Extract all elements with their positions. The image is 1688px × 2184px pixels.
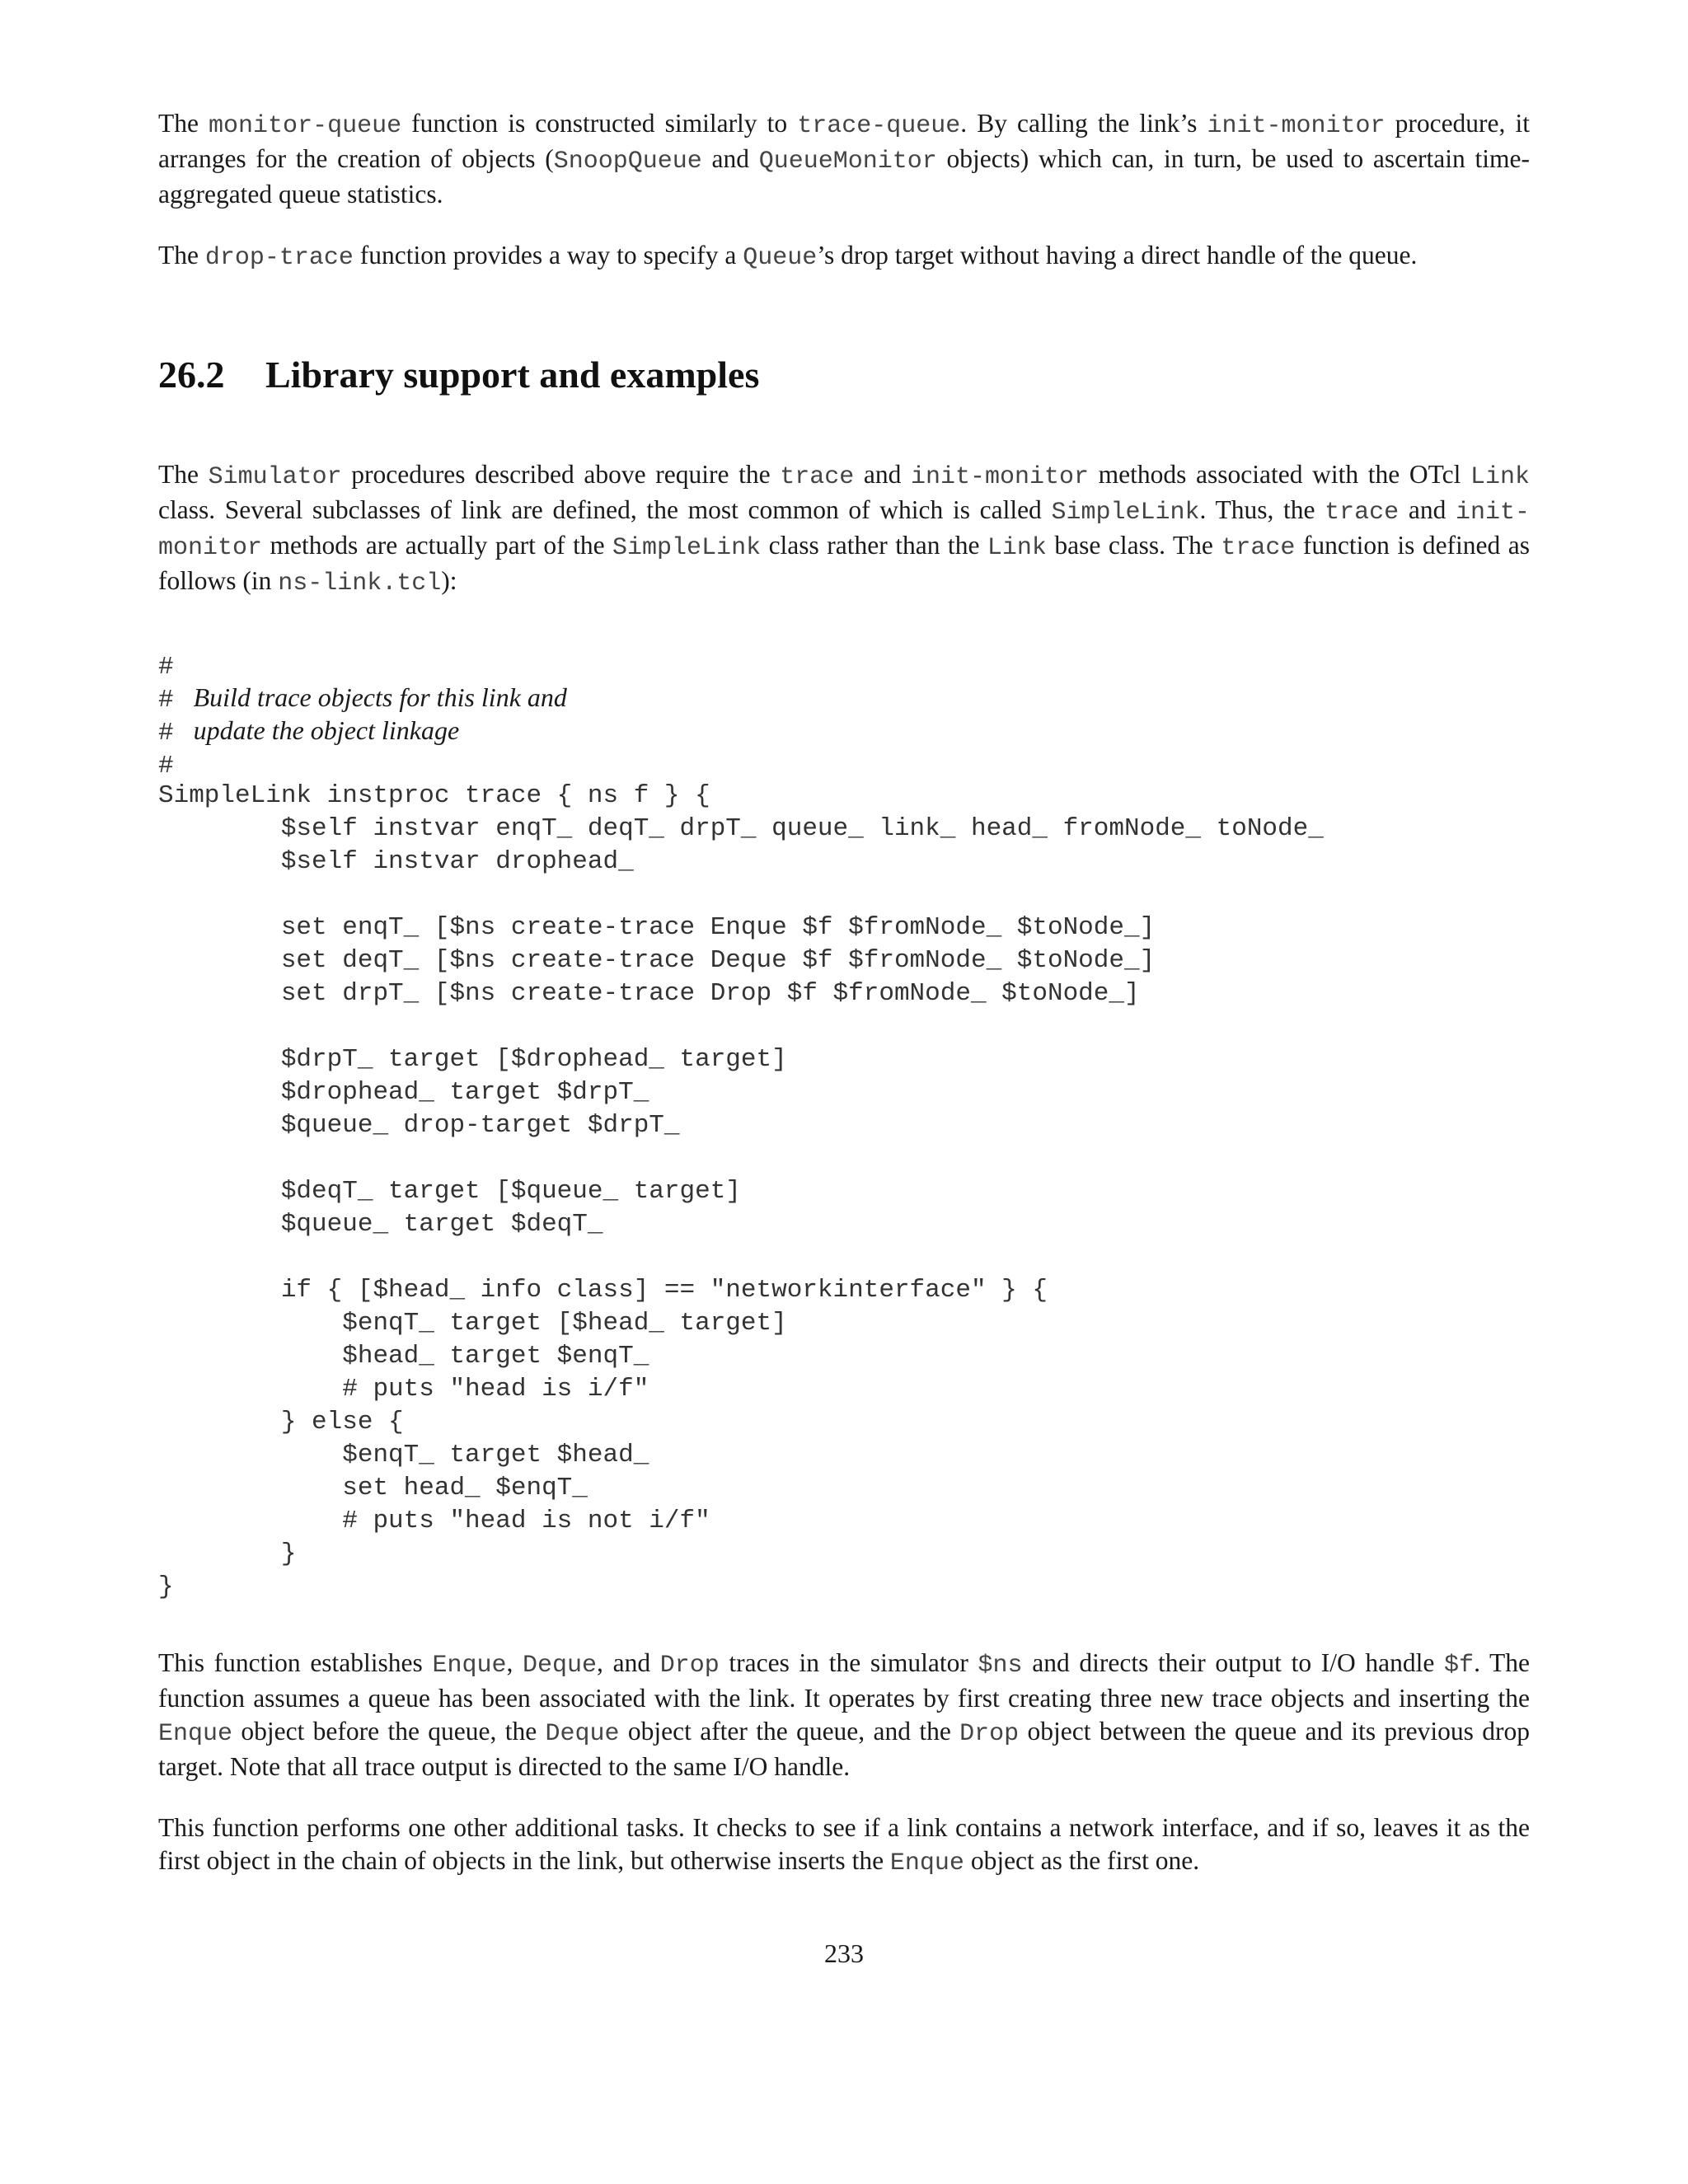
inline-code: SimpleLink bbox=[612, 534, 762, 562]
inline-code: Link bbox=[987, 534, 1047, 562]
inline-code: trace bbox=[780, 463, 855, 491]
text-segment: . Thus, the bbox=[1199, 495, 1325, 524]
code-line: $drpT_ target [$drophead_ target] bbox=[158, 1045, 787, 1074]
code-line: if { [$head_ info class] == "networkinterface" } { bbox=[158, 1276, 1048, 1305]
text-segment: procedures described above require the bbox=[341, 460, 781, 489]
inline-code: $f bbox=[1444, 1652, 1475, 1680]
code-line: $head_ target $enqT_ bbox=[158, 1342, 649, 1371]
text-segment: methods associated with the OTcl bbox=[1089, 460, 1470, 489]
code-line: set drpT_ [$ns create-trace Drop $f $fromNode_ $toNode_] bbox=[158, 979, 1140, 1008]
code-line: } bbox=[158, 1540, 297, 1568]
text-segment: base class. The bbox=[1046, 531, 1221, 560]
inline-code: Enque bbox=[432, 1652, 507, 1680]
code-line: } else { bbox=[158, 1408, 404, 1436]
page-number: 233 bbox=[824, 1938, 864, 1968]
text-segment: class. Several subclasses of link are defined, the most common of which is called bbox=[158, 495, 1052, 524]
text-segment: methods are actually part of the bbox=[262, 531, 613, 560]
code-line bbox=[158, 1241, 1324, 1274]
text-segment: The bbox=[158, 460, 209, 489]
code-line bbox=[158, 1010, 1324, 1043]
inline-code: Enque bbox=[889, 1849, 964, 1877]
inline-code: trace bbox=[1325, 499, 1400, 527]
code-line: $queue_ target $deqT_ bbox=[158, 1210, 603, 1239]
code-line bbox=[158, 1142, 1324, 1175]
inline-code: drop-trace bbox=[204, 244, 354, 272]
code-comment-line: # bbox=[158, 653, 174, 682]
inline-code: ns-link.tcl bbox=[278, 569, 442, 598]
text-segment: ): bbox=[441, 566, 457, 595]
inline-code: QueueMonitor bbox=[758, 148, 937, 176]
inline-code: Deque bbox=[523, 1652, 598, 1680]
text-segment: procedure, it arranges for the creation of objects ( bbox=[158, 109, 1530, 173]
text-segment: and bbox=[701, 144, 759, 173]
text-segment: objects) which can, in turn, be used to ascertain time-aggregated queue statistics. bbox=[158, 144, 1530, 209]
code-line: $queue_ drop-target $drpT_ bbox=[158, 1111, 680, 1140]
text-segment: . By calling the link’s bbox=[960, 109, 1207, 138]
text-segment: object between the queue and its previous drop target. Note that all trace output is directed to the same I/O handle. bbox=[158, 1717, 1531, 1781]
text-segment: function is defined as follows (in bbox=[158, 531, 1531, 595]
inline-code: SimpleLink bbox=[1051, 499, 1200, 527]
text-segment: . The function assumes a queue has been associated with the link. It operates by first creating three new trace objects and inserting the bbox=[158, 1648, 1531, 1713]
text-segment: object as the first one. bbox=[964, 1846, 1200, 1875]
inline-code: Drop bbox=[659, 1652, 720, 1680]
text-segment: This function performs one other additional tasks. It checks to see if a link contains a network interface, and if so, leaves it as the first object in the chain of objects in the link, but otherwise inserts the bbox=[158, 1813, 1530, 1875]
text-segment: , and bbox=[597, 1648, 660, 1677]
code-comment-line: # Build trace objects for this link and bbox=[158, 682, 567, 715]
inline-code: SnoopQueue bbox=[553, 148, 702, 176]
text-segment: and bbox=[1399, 495, 1456, 524]
code-line: $drophead_ target $drpT_ bbox=[158, 1078, 649, 1107]
text-segment: class rather than the bbox=[761, 531, 987, 560]
text-segment: This function establishes bbox=[158, 1648, 433, 1677]
paragraph-monitor-queue bbox=[158, 107, 1530, 211]
text-segment: The bbox=[158, 109, 209, 138]
code-line: # puts "head is i/f" bbox=[158, 1375, 649, 1404]
paragraph-additional-tasks bbox=[158, 1811, 1530, 1880]
inline-code: Link bbox=[1470, 463, 1530, 491]
code-line bbox=[158, 879, 1324, 912]
section-number: 26.2 bbox=[158, 354, 225, 396]
text-segment: , bbox=[506, 1648, 523, 1677]
text-segment: function is constructed similarly to bbox=[401, 109, 798, 138]
paragraph-library-support bbox=[158, 458, 1530, 600]
code-line: } bbox=[158, 1572, 174, 1601]
text-segment: ’s drop target without having a direct handle of the queue. bbox=[817, 241, 1418, 269]
inline-code: $ns bbox=[978, 1652, 1023, 1680]
code-comment-line: # update the object linkage bbox=[158, 715, 460, 748]
code-line: $deqT_ target [$queue_ target] bbox=[158, 1177, 741, 1206]
code-listing bbox=[158, 648, 1324, 1604]
inline-code: Simulator bbox=[208, 463, 342, 491]
text-segment: object before the queue, the bbox=[232, 1717, 546, 1746]
code-line: $self instvar enqT_ deqT_ drpT_ queue_ link_ head_ fromNode_ toNode_ bbox=[158, 814, 1324, 843]
inline-code: monitor-queue bbox=[209, 112, 402, 140]
code-line: set head_ $enqT_ bbox=[158, 1474, 588, 1502]
inline-code: init-monitor bbox=[910, 463, 1089, 491]
text-segment: object after the queue, and the bbox=[619, 1717, 960, 1746]
inline-code: trace-queue bbox=[797, 112, 961, 140]
inline-code: init-monitor bbox=[1207, 112, 1386, 140]
code-line: # puts "head is not i/f" bbox=[158, 1507, 710, 1535]
code-comment-line: # bbox=[158, 752, 174, 780]
text-segment: traces in the simulator bbox=[719, 1648, 978, 1677]
section-title: Library support and examples bbox=[265, 354, 760, 396]
text-segment: The bbox=[158, 241, 205, 269]
inline-code: trace bbox=[1221, 534, 1296, 562]
paragraph-function-explanation bbox=[158, 1647, 1530, 1783]
text-segment: and directs their output to I/O handle bbox=[1022, 1648, 1445, 1677]
inline-code: init-monitor bbox=[158, 499, 1530, 562]
paragraph-drop-trace bbox=[158, 239, 1530, 274]
inline-code: Drop bbox=[959, 1720, 1020, 1748]
section-heading bbox=[158, 351, 759, 399]
code-line: set deqT_ [$ns create-trace Deque $f $fromNode_ $toNode_] bbox=[158, 946, 1156, 975]
inline-code: Deque bbox=[545, 1720, 620, 1748]
code-line: SimpleLink instproc trace { ns f } { bbox=[158, 781, 710, 810]
code-line: $enqT_ target [$head_ target] bbox=[158, 1309, 787, 1338]
code-line: $self instvar drophead_ bbox=[158, 847, 634, 876]
inline-code: Queue bbox=[743, 244, 818, 272]
text-segment: function provides a way to specify a bbox=[353, 241, 743, 269]
code-line: set enqT_ [$ns create-trace Enque $f $fromNode_ $toNode_] bbox=[158, 913, 1156, 942]
inline-code: Enque bbox=[158, 1720, 233, 1748]
text-segment: and bbox=[854, 460, 911, 489]
code-line: $enqT_ target $head_ bbox=[158, 1441, 649, 1469]
